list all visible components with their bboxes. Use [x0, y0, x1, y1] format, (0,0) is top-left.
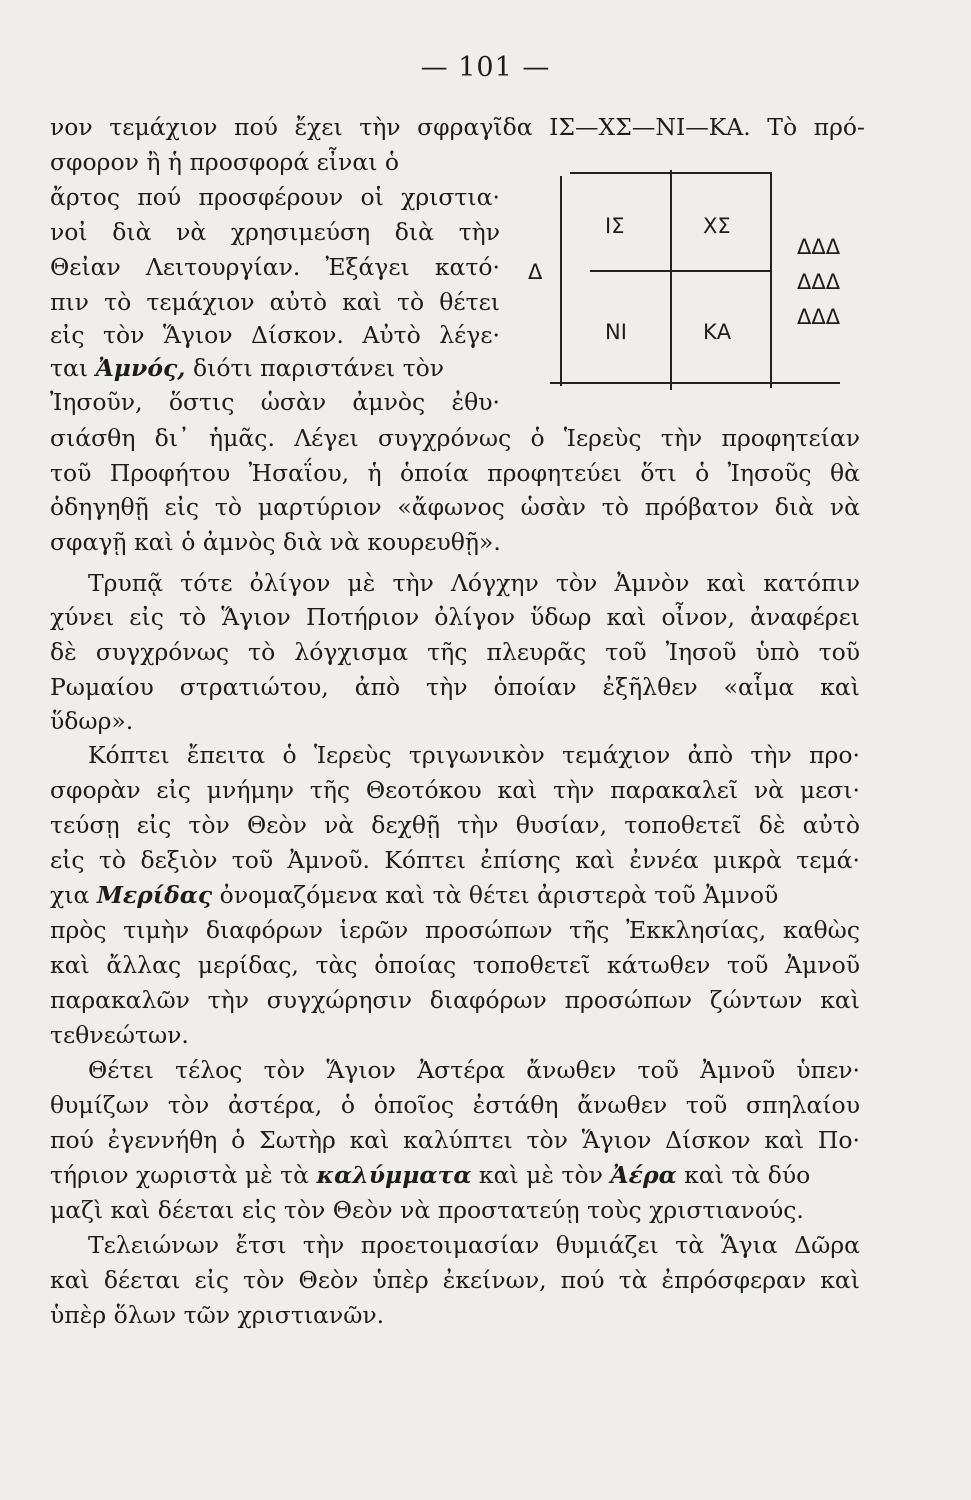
text-line-amnos	[50, 353, 444, 383]
text-line: σφαγῇ καὶ ὁ ἀμνὸς διὰ νὰ κουρευθῇ».	[50, 528, 501, 556]
seal-ka: ΚΑ	[703, 320, 732, 344]
text-line: Ἰησοῦν, ὅστις ὡσὰν ἀμνὸς ἐθυ·	[50, 388, 500, 416]
text-line: ὕδωρ».	[50, 707, 134, 735]
term-amnos: Ἀμνός,	[95, 354, 186, 382]
term-meridas: Μερίδας	[96, 881, 213, 909]
text-line: σφορὰν εἰς μνήμην τῆς Θεοτόκου καὶ τὴν παρακαλεῖ νὰ μεσι·	[50, 776, 860, 804]
seal-triangles-3: ΔΔΔ	[797, 305, 841, 329]
text-line-meridas	[50, 880, 778, 910]
text-line: μαζὶ καὶ δέεται εἰς τὸν Θεὸν νὰ προστατεύῃ τοὺς χριστιανούς.	[50, 1196, 804, 1224]
text-segment: ται	[50, 354, 89, 382]
seal-top-line	[570, 172, 770, 174]
text-line: θυμίζων τὸν ἀστέρα, ὁ ὁποῖος ἐστάθη ἄνωθεν τοῦ σπηλαίου	[50, 1091, 860, 1119]
seal-right-line	[770, 172, 772, 388]
text-line: παρακαλῶν τὴν συγχώρησιν διαφόρων προσώπων ζώντων καὶ	[50, 986, 860, 1014]
text-line: ὁδηγηθῇ εἰς τὸ μαρτύριον «ἄφωνος ὡσὰν τὸ πρόβατον διὰ νὰ	[50, 493, 860, 521]
text-segment: ὀνομαζόμενα καὶ τὰ θέτει ἀριστερὰ τοῦ Ἀμνοῦ	[219, 881, 779, 909]
seal-center-vertical-line	[670, 170, 672, 390]
seal-xc: ΧΣ	[703, 214, 731, 238]
text-segment: χια	[50, 881, 90, 909]
text-line: σφορον ἢ ἡ προσφορά εἶναι ὁ	[50, 148, 400, 176]
seal-center-horizontal-line	[590, 270, 770, 272]
text-line: πρὸς τιμὴν διαφόρων ἱερῶν προσώπων τῆς Ἐκκλησίας, καθὼς	[50, 916, 860, 944]
text-line: Τελειώνων ἔτσι τὴν προετοιμασίαν θυμιάζει τὰ Ἅγια Δῶρα	[88, 1231, 860, 1259]
text-line: καὶ ἄλλας μερίδας, τὰς ὁποίας τοποθετεῖ κάτωθεν τοῦ Ἀμνοῦ	[50, 951, 860, 979]
text-line: τεύσῃ εἰς τὸν Θεὸν νὰ δεχθῇ τὴν θυσίαν, τοποθετεῖ δὲ αὐτὸ	[50, 811, 860, 839]
text-line: τοῦ Προφήτου Ἠσαΐου, ἡ ὁποία προφητεύει ὅτι ὁ Ἰησοῦς θὰ	[50, 459, 860, 487]
seal-ni: ΝΙ	[605, 320, 627, 344]
text-line: χύνει εἰς τὸ Ἅγιον Ποτήριον ὀλίγον ὕδωρ καὶ οἶνον, ἀναφέρει	[50, 603, 860, 631]
text-line: σιάσθη δι᾽ ἡμᾶς. Λέγει συγχρόνως ὁ Ἱερεὺς τὴν προφητείαν	[50, 424, 860, 452]
page-number: — 101 —	[420, 52, 551, 83]
text-line: Θέτει τέλος τὸν Ἅγιον Ἀστέρα ἄνωθεν τοῦ Ἀμνοῦ ὑπεν·	[88, 1056, 860, 1084]
text-segment: διότι παριστάνει τὸν	[192, 354, 444, 382]
seal-left-delta: Δ	[528, 260, 543, 284]
text-line: καὶ δέεται εἰς τὸν Θεὸν ὑπὲρ ἐκείνων, πού τὰ ἐπρόσφεραν καὶ	[50, 1266, 860, 1294]
text-line: ἄρτος πού προσφέρουν οἱ χριστια·	[50, 183, 500, 211]
seal-bottom-line	[550, 382, 840, 384]
term-kalymmata: καλύμματα	[316, 1161, 472, 1189]
text-segment: τήριον χωριστὰ μὲ τὰ	[50, 1161, 310, 1189]
text-line: Ρωμαίου στρατιώτου, ἀπὸ τὴν ὁποίαν ἐξῆλθεν «αἷμα καὶ	[50, 673, 860, 701]
seal-triangles-1: ΔΔΔ	[797, 235, 841, 259]
text-segment: καὶ μὲ τὸν	[478, 1161, 603, 1189]
text-line: Κόπτει ἔπειτα ὁ Ἱερεὺς τριγωνικὸν τεμάχιον ἀπὸ τὴν προ·	[88, 741, 860, 769]
seal-left-line	[560, 176, 562, 386]
seal-ic: ΙΣ	[605, 214, 625, 238]
text-line: Θεἰαν Λειτουργίαν. Ἐξάγει κατό·	[50, 253, 500, 281]
text-line: πού ἐγεννήθη ὁ Σωτὴρ καὶ καλύπτει τὸν Ἅγιον Δίσκον καὶ Πο·	[50, 1126, 860, 1154]
term-aera: Ἀέρα	[610, 1161, 677, 1189]
prosphora-seal-diagram	[510, 160, 870, 400]
text-line: τεθνεώτων.	[50, 1021, 189, 1049]
text-line: νοἰ διὰ νὰ χρησιμεύση διὰ τὴν	[50, 218, 500, 246]
text-line: πιν τὸ τεμάχιον αὐτὸ καὶ τὸ θέτει	[50, 288, 500, 316]
text-segment: καὶ τὰ δύο	[684, 1161, 811, 1189]
text-line: ὑπὲρ ὅλων τῶν χριστιανῶν.	[50, 1301, 385, 1329]
text-line-kalymmata	[50, 1160, 810, 1190]
seal-triangles-2: ΔΔΔ	[797, 270, 841, 294]
text-line: δὲ συγχρόνως τὸ λόγχισμα τῆς πλευρᾶς τοῦ Ἰησοῦ ὑπὸ τοῦ	[50, 638, 860, 666]
text-line: εἰς τὸν Ἅγιον Δίσκον. Αὐτὸ λέγε·	[50, 321, 500, 349]
text-line: Τρυπᾷ τότε ὀλίγον μὲ τὴν Λόγχην τὸν Ἀμνὸν καὶ κατόπιν	[88, 569, 860, 597]
text-line: νον τεμάχιον πού ἔχει τὴν σφραγῖδα ΙΣ—ΧΣ—ΝΙ—ΚΑ. Τὸ πρό-	[50, 113, 865, 141]
text-line: εἰς τὸ δεξιὸν τοῦ Ἀμνοῦ. Κόπτει ἐπίσης καὶ ἐννέα μικρὰ τεμά·	[50, 846, 860, 874]
